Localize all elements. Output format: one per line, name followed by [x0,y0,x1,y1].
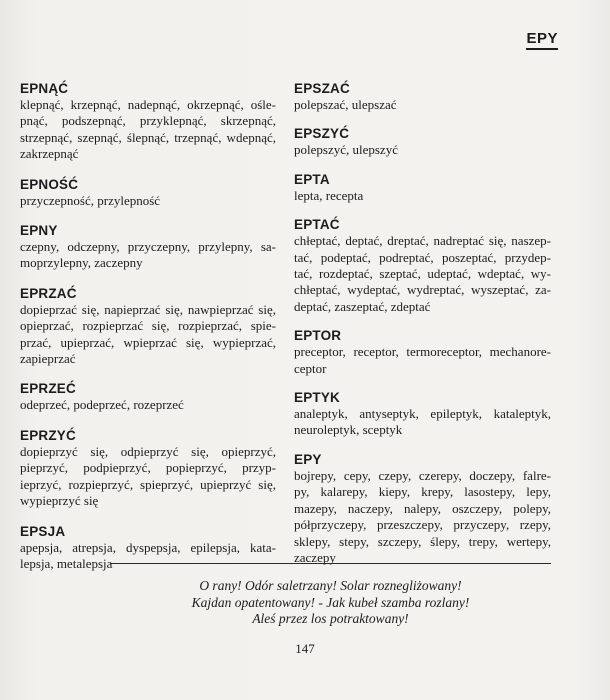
entry-line: ceptor [294,360,327,376]
poem-line: O rany! Odór saletrzany! Solar roznegliżowany! [199,578,462,593]
entry-line: odeprzeć, podeprzeć, rozeprzeć [20,397,184,413]
entry-headword: EPRZEĆ [20,381,76,397]
entry-line: zaczepy [294,549,336,565]
entry-headword: EPNY [20,223,58,239]
entry-line: zakrzepnąć [20,146,79,162]
entry-line: lepta, recepta [294,187,364,203]
entry-line: przać, upieprzać, wpieprzać się, wypieprzać, [20,334,276,350]
footer-rule [110,563,551,564]
entry-headword: EPSZYĆ [294,126,350,142]
entry-line: polepszyć, ulepszyć [294,142,398,158]
dictionary-entry [294,80,551,113]
entry-headword: EPNĄĆ [20,81,69,96]
entry-line: strzepnąć, szepnąć, ślepnąć, trzepnąć, wdepnąć, [20,129,276,145]
entry-line: dopieprzać się, napieprzać się, nawpieprzać się, [20,301,276,317]
entry-words [294,344,551,377]
entry-headword: EPTA [294,171,330,187]
left-column [20,80,276,585]
entry-words [20,302,276,368]
entry-line: półprzyczepy, przeszczepy, przyczepy, rzepy, [294,517,551,533]
entry-line: lepsja, metalepsja [20,555,113,571]
dictionary-entry [20,523,276,573]
page-number: 147 [295,641,315,656]
dictionary-entry [294,389,551,439]
entry-words [294,142,551,158]
running-head: EPY [526,30,558,50]
entry-words [20,97,276,163]
dictionary-entry [294,451,551,566]
entry-headword: EPNOŚĆ [20,176,79,192]
dictionary-entry [20,427,276,510]
entry-headword: EPY [294,451,322,467]
entry-words [294,468,551,566]
entry-headword: EPRZAĆ [20,285,77,301]
entry-line: sklepy, stepy, szczepy, ślepy, trepy, wertepy, [294,533,551,549]
dictionary-entry [294,171,551,204]
entry-headword: EPSJA [20,523,66,539]
dictionary-entry [20,80,276,163]
entry-line: polepszać, ulepszać [294,97,397,112]
entry-line: czepny, odczepny, przyczepny, przylepny, sa- [20,239,276,255]
entry-line: chłeptać, deptać, dreptać, nadreptać się, naszep- [294,233,551,249]
poem-line: Aleś przez los potraktowany! [252,611,409,627]
entry-words [294,233,551,315]
entry-line: dopieprzyć się, odpieprzyć się, opieprzyć, [20,443,276,459]
entry-headword: EPTYK [294,390,341,406]
dictionary-entry [294,327,551,377]
entry-words [294,406,551,439]
entry-line: pnąć, podszepnąć, przyklepnąć, skrzepnąć, [20,113,276,129]
entry-words [20,239,276,272]
entry-words [20,397,276,413]
entry-line: py, kalarepy, kiepy, krepy, lasostepy, lepy, [294,484,551,500]
entry-line: tać, rozdeptać, szeptać, udeptać, wdeptać, wy- [294,266,551,282]
dictionary-entry [294,125,551,158]
dictionary-entry [20,380,276,413]
entry-line: deptać, zaszeptać, zdeptać [294,298,431,314]
entry-line: pieprzyć, podpieprzyć, popieprzyć, przyp- [20,460,276,476]
entry-line: wypieprzyć się [20,493,99,509]
dictionary-entry [294,216,551,315]
dictionary-entry [20,285,276,368]
entry-words [294,188,551,204]
entry-words [20,193,276,209]
entry-headword: EPTOR [294,328,342,344]
entry-line: neuroleptyk, sceptyk [294,422,403,438]
entry-line: chłeptać, wydeptać, wydreptać, wyszeptać, za- [294,282,551,298]
entry-line: apepsja, atrepsja, dyspepsja, epilepsja, kata- [20,539,276,555]
entry-line: opieprzać, rozpieprzać się, rozpieprzać, spie- [20,318,276,334]
poem-line: Kajdan opatentowany! - Jak kubeł szamba rozlany! [191,594,470,610]
entry-line: ieprzyć, rozpieprzyć, spieprzyć, upieprzyć się, [20,476,276,492]
entry-line: preceptor, receptor, termoreceptor, mechanore- [294,344,551,360]
entry-words [20,540,276,573]
dictionary-entry [20,176,276,209]
entry-line: analeptyk, antyseptyk, epileptyk, kataleptyk, [294,406,551,422]
entry-line: przyczepność, przylepność [20,192,161,208]
poem [110,578,551,628]
entry-line: mazepy, naczepy, nalepy, oszczepy, polepy, [294,500,551,516]
entry-headword: EPSZAĆ [294,81,350,96]
entry-line: moprzylepny, zaczepny [20,255,143,271]
dictionary-entry [20,222,276,272]
entry-words [20,444,276,510]
entry-line: zapieprzać [20,351,76,367]
entry-line: bojrepy, cepy, czepy, czerepy, doczepy, falre- [294,467,551,483]
entry-headword: EPTAĆ [294,217,340,233]
entry-words [294,97,551,113]
entry-line: tać, podeptać, podreptać, poszeptać, przydep- [294,249,551,265]
right-column [294,80,551,578]
entry-headword: EPRZYĆ [20,427,76,443]
entry-line: klepnąć, krzepnąć, nadepnąć, okrzepnąć, ośle- [20,97,276,112]
